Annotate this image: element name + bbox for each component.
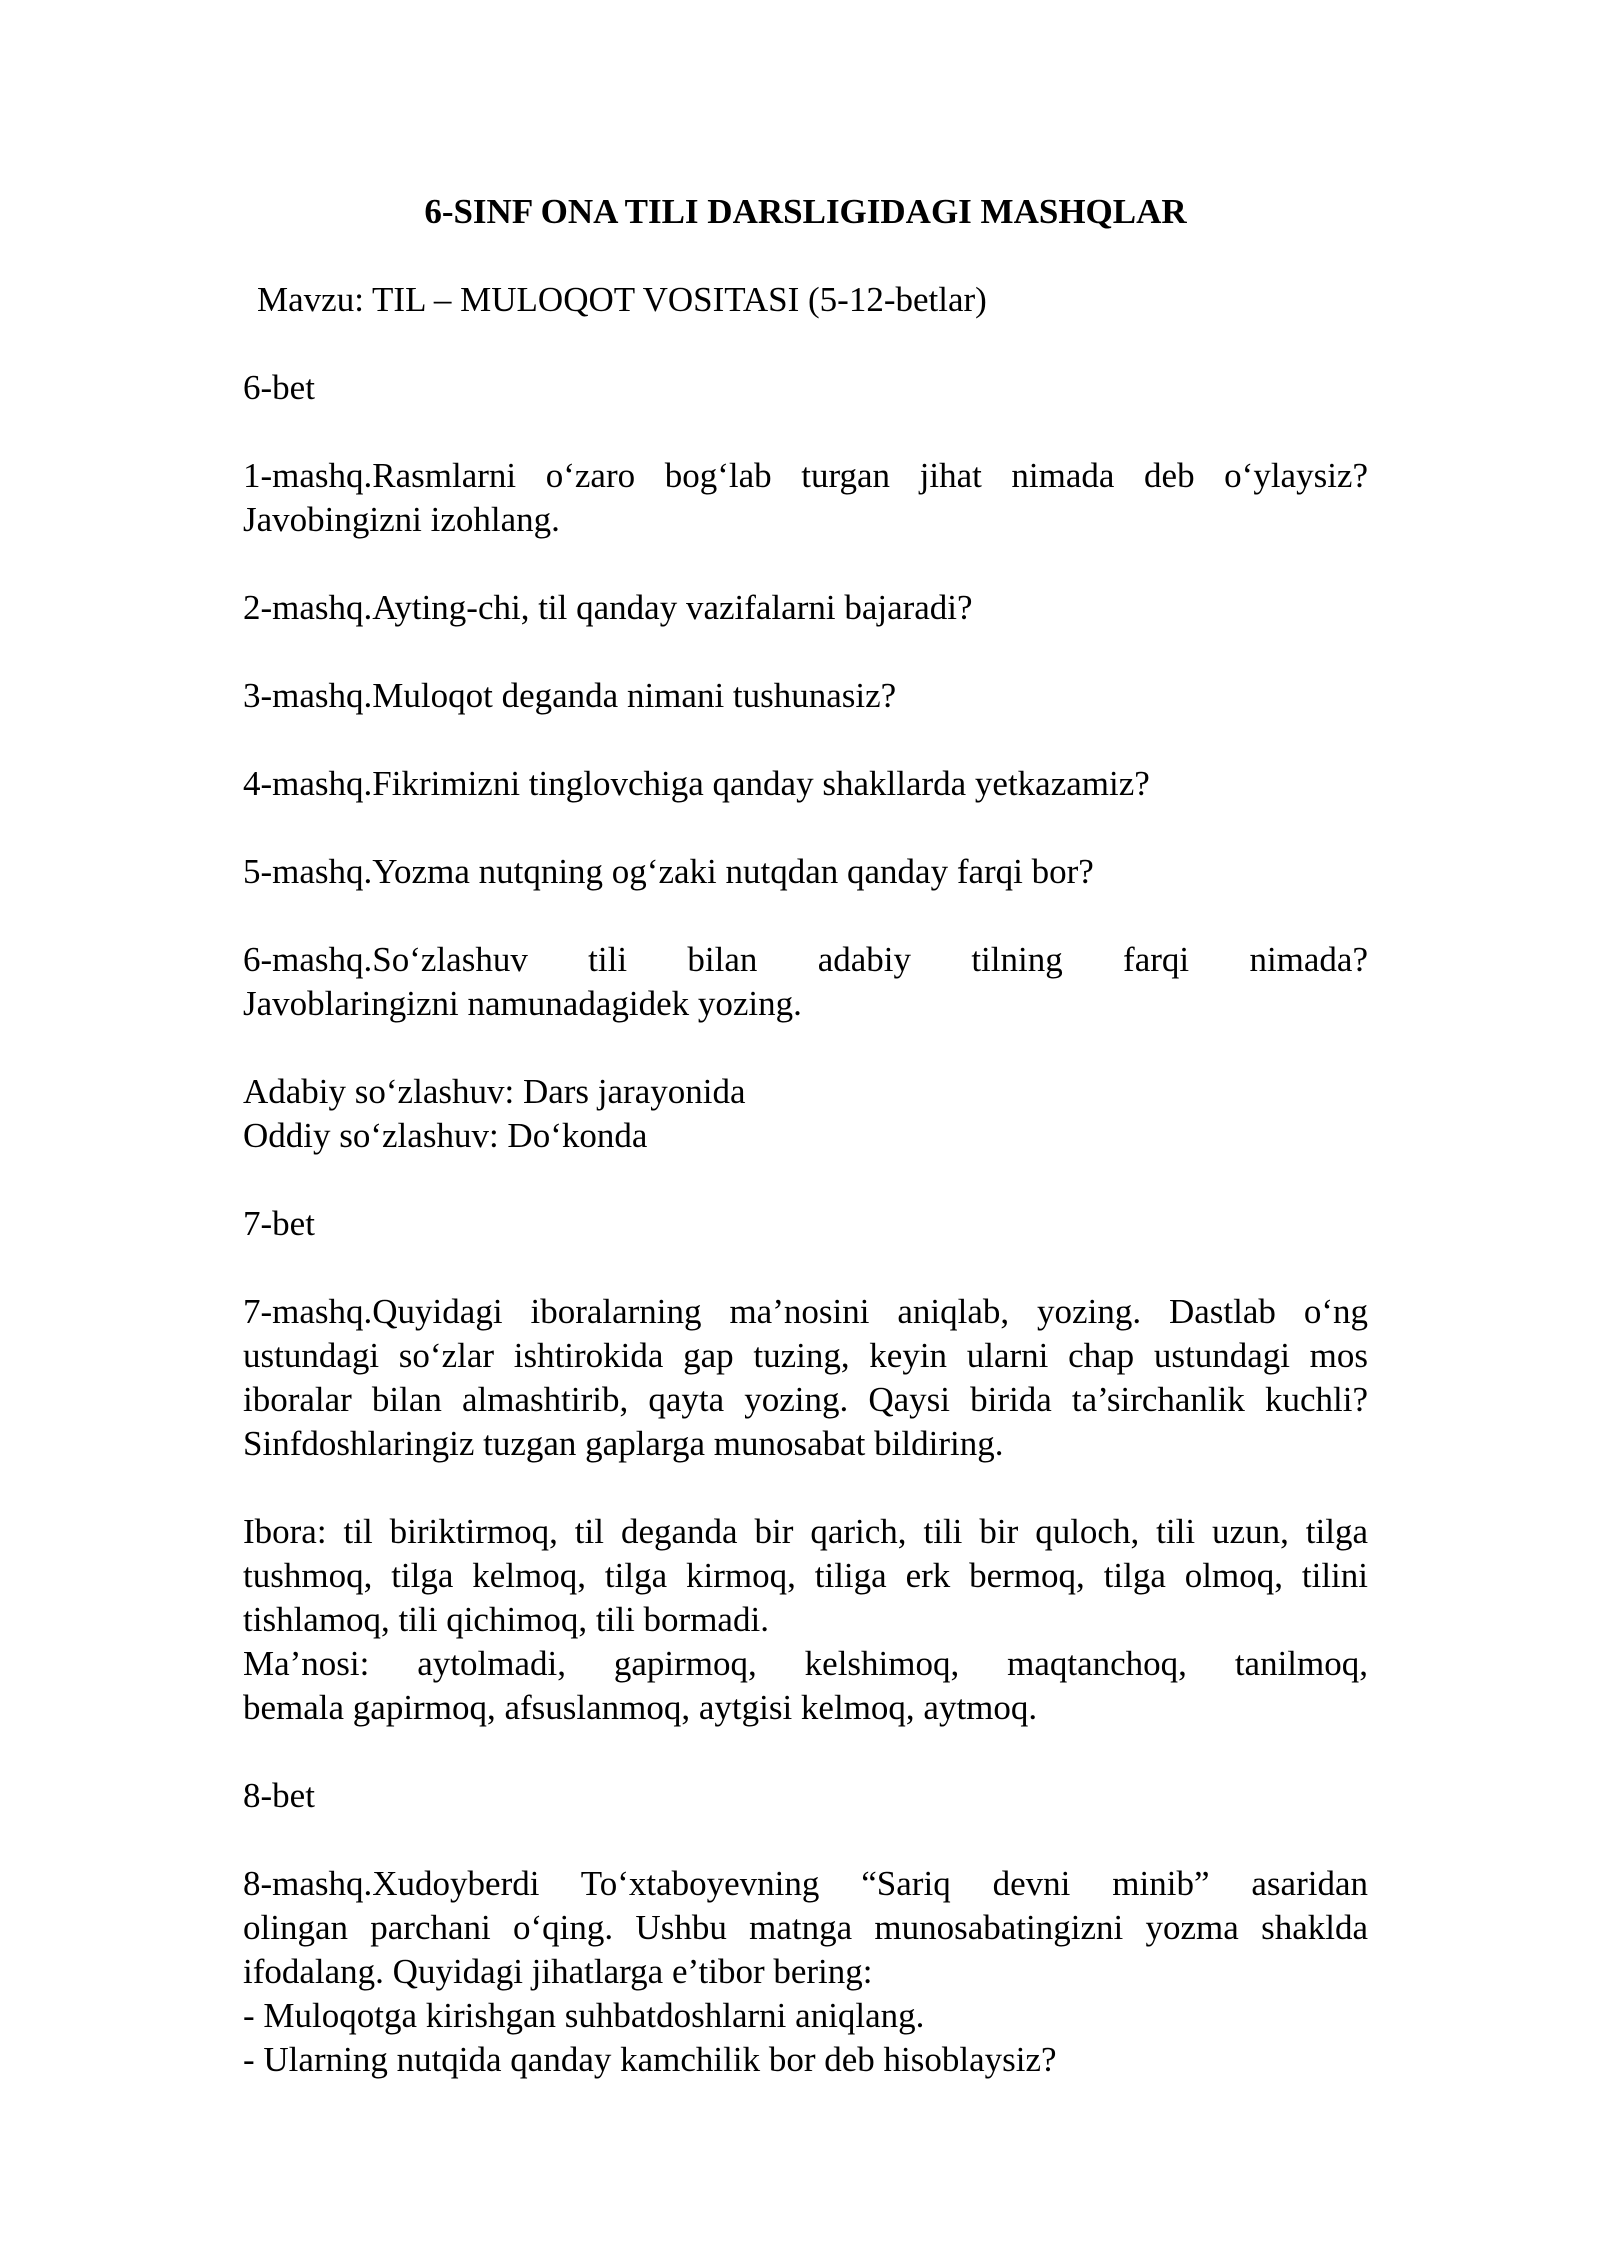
exercise-6-line-1: 6-mashq.So‘zlashuv tili bilan adabiy tilning farqi nimada? (243, 940, 1368, 979)
ibora-line-2: tushmoq, tilga kelmoq, tilga kirmoq, tiliga erk bermoq, tilga olmoq, tilini (243, 1556, 1368, 1595)
example-ordinary: Oddiy so‘zlashuv: Do‘konda (243, 1116, 648, 1155)
exercise-1-line-2: Javobingizni izohlang. (243, 500, 560, 539)
exercise-7-line-4: Sinfdoshlaringiz tuzgan gaplarga munosabat bildiring. (243, 1424, 1004, 1463)
exercise-6-line-2: Javoblaringizni namunadagidek yozing. (243, 984, 802, 1023)
ibora-line-1: Ibora: til biriktirmoq, til deganda bir qarich, tili bir quloch, tili uzun, tilga (243, 1512, 1368, 1551)
exercise-8-bullet-2: - Ularning nutqida qanday kamchilik bor deb hisoblaysiz? (243, 2040, 1057, 2079)
exercise-1 (243, 454, 1368, 542)
document-body (243, 190, 1368, 2082)
exercise-3: 3-mashq.Muloqot deganda nimani tushunasiz? (243, 676, 897, 715)
example-literary: Adabiy so‘zlashuv: Dars jarayonida (243, 1072, 746, 1111)
exercise-8-bullet-1: - Muloqotga kirishgan suhbatdoshlarni aniqlang. (243, 1996, 925, 2035)
exercise-8-line-1: 8-mashq.Xudoyberdi To‘xtaboyevning “Sariq devni minib” asaridan (243, 1864, 1368, 1903)
document-title: 6-SINF ONA TILI DARSLIGIDAGI MASHQLAR (424, 192, 1187, 231)
exercise-7-line-2: ustundagi so‘zlar ishtirokida gap tuzing, keyin ularni chap ustundagi mos (243, 1336, 1368, 1375)
exercise-7 (243, 1290, 1368, 1466)
exercise-8-line-3: ifodalang. Quyidagi jihatlarga e’tibor bering: (243, 1952, 873, 1991)
exercise-6 (243, 938, 1368, 1026)
exercise-8 (243, 1862, 1368, 2082)
manosi-line-1: Ma’nosi: aytolmadi, gapirmoq, kelshimoq, maqtanchoq, tanilmoq, (243, 1644, 1368, 1683)
exercise-7-line-1: 7-mashq.Quyidagi iboralarning ma’nosini aniqlab, yozing. Dastlab o‘ng (243, 1292, 1368, 1331)
exercise-7-line-3: iboralar bilan almashtirib, qayta yozing. Qaysi birida ta’sirchanlik kuchli? (243, 1380, 1368, 1419)
topic-line: Mavzu: TIL – MULOQOT VOSITASI (5-12-betlar) (257, 280, 987, 319)
exercise-5: 5-mashq.Yozma nutqning og‘zaki nutqdan qanday farqi bor? (243, 852, 1094, 891)
exercise-2: 2-mashq.Ayting-chi, til qanday vazifalarni bajaradi? (243, 588, 973, 627)
page-marker-6: 6-bet (243, 368, 315, 407)
exercise-1-line-1: 1-mashq.Rasmlarni o‘zaro bog‘lab turgan jihat nimada deb o‘ylaysiz? (243, 456, 1368, 495)
page-marker-8: 8-bet (243, 1776, 315, 1815)
exercise-4: 4-mashq.Fikrimizni tinglovchiga qanday shakllarda yetkazamiz? (243, 764, 1150, 803)
exercise-6-examples (243, 1070, 1368, 1158)
exercise-8-line-2: olingan parchani o‘qing. Ushbu matnga munosabatingizni yozma shaklda (243, 1908, 1368, 1947)
ibora-line-3: tishlamoq, tili qichimoq, tili bormadi. (243, 1600, 769, 1639)
manosi-line-2: bemala gapirmoq, afsuslanmoq, aytgisi kelmoq, aytmoq. (243, 1688, 1038, 1727)
page-marker-7: 7-bet (243, 1204, 315, 1243)
ibora-block (243, 1510, 1368, 1730)
